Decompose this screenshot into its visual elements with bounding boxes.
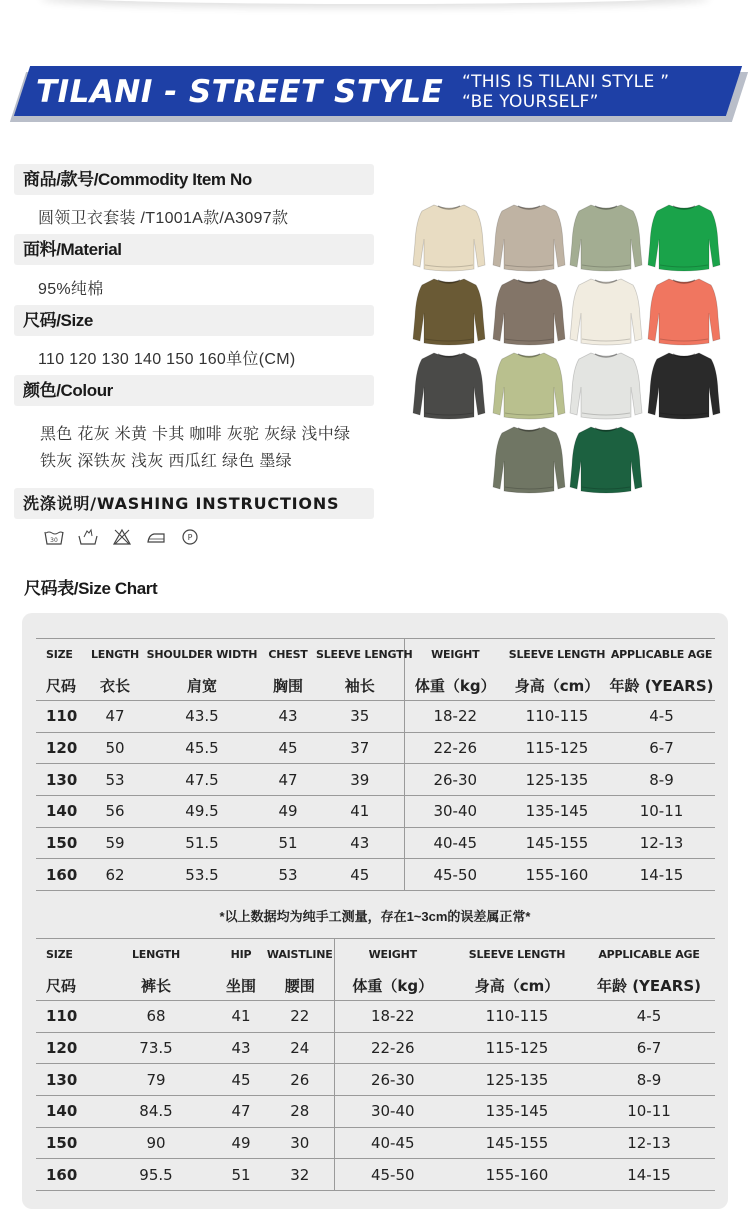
table-cell: 41 — [316, 796, 404, 828]
table-cell: 47 — [86, 701, 144, 733]
table-cell: 10-11 — [583, 1096, 715, 1128]
table-cell: 腰围 — [266, 971, 334, 1001]
iron-icon — [146, 528, 166, 546]
slogan-line-2: “BE YOURSELF” — [462, 92, 599, 112]
table-cell: 12-13 — [583, 1127, 715, 1159]
table-cell: 47 — [216, 1096, 266, 1128]
banner-slogan — [462, 72, 669, 112]
table-cell: SLEEVE LENGTH — [506, 639, 608, 671]
table-cell: HIP — [216, 939, 266, 971]
table-cell: 18-22 — [334, 1001, 451, 1033]
table-cell: 45-50 — [334, 1159, 451, 1191]
table-cell: 43.5 — [144, 701, 260, 733]
sweatshirt-icon — [569, 273, 643, 347]
table-cell: 45 — [216, 1064, 266, 1096]
table-cell: 125-135 — [506, 764, 608, 796]
table-cell: 6-7 — [583, 1032, 715, 1064]
table-cell: 43 — [316, 827, 404, 859]
top-size-table — [36, 638, 715, 891]
table-cell: 6-7 — [608, 732, 715, 764]
table-cell: 41 — [216, 1001, 266, 1033]
table-cell: 73.5 — [96, 1032, 216, 1064]
table-cell: 51 — [260, 827, 316, 859]
table-cell: 68 — [96, 1001, 216, 1033]
table-cell: 130 — [36, 764, 86, 796]
table-cell: 49.5 — [144, 796, 260, 828]
table-cell: 袖长 — [316, 671, 404, 701]
table-cell: 身高（cm） — [451, 971, 583, 1001]
table-cell: SLEEVE LENGTH — [316, 639, 404, 671]
sweatshirt-swatch — [569, 347, 643, 421]
table-cell: 24 — [266, 1032, 334, 1064]
sweatshirt-icon — [569, 421, 643, 495]
sweatshirt-icon — [412, 347, 486, 421]
table-cell: 155-160 — [506, 859, 608, 891]
sweatshirt-icon — [647, 347, 721, 421]
bottom-table-header-en — [36, 939, 715, 971]
table-cell: 37 — [316, 732, 404, 764]
table-cell: 14-15 — [583, 1159, 715, 1191]
table-cell: 32 — [266, 1159, 334, 1191]
table-row — [36, 1127, 715, 1159]
table-cell: 53.5 — [144, 859, 260, 891]
hand-wash-icon — [78, 528, 98, 546]
table-row — [36, 1001, 715, 1033]
table-cell: 145-155 — [506, 827, 608, 859]
table-cell: 8-9 — [608, 764, 715, 796]
no-bleach-icon — [112, 528, 132, 546]
table-row — [36, 1032, 715, 1064]
table-cell: 40-45 — [334, 1127, 451, 1159]
washing-icons — [44, 528, 200, 546]
table-cell: 90 — [96, 1127, 216, 1159]
table-cell: 110-115 — [451, 1001, 583, 1033]
table-row — [36, 764, 715, 796]
table-row — [36, 701, 715, 733]
table-cell: 30 — [266, 1127, 334, 1159]
table-cell: 47 — [260, 764, 316, 796]
table-row — [36, 732, 715, 764]
size-chart-title: 尺码表/Size Chart — [24, 579, 158, 598]
table-cell: 140 — [36, 1096, 96, 1128]
table-cell: 110-115 — [506, 701, 608, 733]
top-divider-shadow — [40, 0, 710, 4]
table-cell: 22-26 — [404, 732, 506, 764]
table-cell: 体重（kg） — [404, 671, 506, 701]
table-row — [36, 796, 715, 828]
table-cell: 40-45 — [404, 827, 506, 859]
table-cell: 尺码 — [36, 971, 96, 1001]
table-cell: 衣长 — [86, 671, 144, 701]
table-cell: 145-155 — [451, 1127, 583, 1159]
sweatshirt-icon — [492, 421, 566, 495]
sweatshirt-icon — [492, 273, 566, 347]
table-cell: LENGTH — [86, 639, 144, 671]
table-cell: 30-40 — [334, 1096, 451, 1128]
table-cell: APPLICABLE AGE — [608, 639, 715, 671]
table-cell: 30-40 — [404, 796, 506, 828]
table-cell: 4-5 — [583, 1001, 715, 1033]
table-cell: 51 — [216, 1159, 266, 1191]
table-cell: 26-30 — [404, 764, 506, 796]
table-cell: 22 — [266, 1001, 334, 1033]
table-cell: 53 — [86, 764, 144, 796]
table-cell: SIZE — [36, 939, 96, 971]
table-cell: WAISTLINE — [266, 939, 334, 971]
sweatshirt-icon — [492, 347, 566, 421]
item-no-label: 商品/款号/Commodity Item No — [14, 164, 374, 195]
table-row — [36, 1096, 715, 1128]
table-cell: 155-160 — [451, 1159, 583, 1191]
table-cell: 110 — [36, 701, 86, 733]
sweatshirt-icon — [647, 199, 721, 273]
table-row — [36, 827, 715, 859]
table-cell: 95.5 — [96, 1159, 216, 1191]
sweatshirt-icon — [569, 199, 643, 273]
table-cell: 45-50 — [404, 859, 506, 891]
banner-title: TILANI - STREET STYLE — [36, 74, 444, 110]
table-cell: 50 — [86, 732, 144, 764]
table-cell: 年龄 (YEARS) — [608, 671, 715, 701]
table-cell: 身高（cm） — [506, 671, 608, 701]
sweatshirt-swatch — [569, 199, 643, 273]
sweatshirt-swatch — [412, 273, 486, 347]
table-cell: 45.5 — [144, 732, 260, 764]
table-cell: 尺码 — [36, 671, 86, 701]
table-cell: 39 — [316, 764, 404, 796]
washing-label: 洗涤说明/WASHING INSTRUCTIONS — [14, 488, 374, 519]
table-cell: 110 — [36, 1001, 96, 1033]
table-cell: 18-22 — [404, 701, 506, 733]
table-cell: 胸围 — [260, 671, 316, 701]
table-cell: SLEEVE LENGTH — [451, 939, 583, 971]
table-cell: 135-145 — [506, 796, 608, 828]
table-cell: APPLICABLE AGE — [583, 939, 715, 971]
slogan-line-1: “THIS IS TILANI STYLE ” — [462, 72, 670, 92]
table-cell: 26-30 — [334, 1064, 451, 1096]
bottom-size-table — [36, 938, 715, 1191]
table-cell: 160 — [36, 859, 86, 891]
colour-label: 颜色/Colour — [14, 375, 374, 406]
table-cell: 14-15 — [608, 859, 715, 891]
colour-line-2: 铁灰 深铁灰 浅灰 西瓜红 绿色 墨绿 — [40, 453, 292, 470]
table-cell: 84.5 — [96, 1096, 216, 1128]
sweatshirt-swatch — [412, 347, 486, 421]
table-cell: 115-125 — [451, 1032, 583, 1064]
table-cell: 28 — [266, 1096, 334, 1128]
table-cell: 49 — [260, 796, 316, 828]
table-row — [36, 1159, 715, 1191]
top-table-header-en — [36, 639, 715, 671]
sweatshirt-swatch — [569, 421, 643, 495]
table-cell: 43 — [260, 701, 316, 733]
bottom-table-header-cn — [36, 971, 715, 1001]
table-cell: 裤长 — [96, 971, 216, 1001]
size-label: 尺码/Size — [14, 305, 374, 336]
svg-text:30: 30 — [50, 537, 58, 544]
sweatshirt-swatch — [492, 421, 566, 495]
table-cell: 49 — [216, 1127, 266, 1159]
table-cell: 坐围 — [216, 971, 266, 1001]
table-cell: WEIGHT — [334, 939, 451, 971]
sweatshirt-swatch — [492, 273, 566, 347]
table-cell: 140 — [36, 796, 86, 828]
table-cell: 47.5 — [144, 764, 260, 796]
table-cell: WEIGHT — [404, 639, 506, 671]
table-cell: 120 — [36, 732, 86, 764]
sweatshirt-swatch — [412, 199, 486, 273]
table-cell: 45 — [260, 732, 316, 764]
table-cell: 43 — [216, 1032, 266, 1064]
sweatshirt-swatch — [492, 199, 566, 273]
table-cell: 115-125 — [506, 732, 608, 764]
sweatshirt-icon — [569, 347, 643, 421]
sweatshirt-swatch — [569, 273, 643, 347]
table-cell: 51.5 — [144, 827, 260, 859]
table-cell: 35 — [316, 701, 404, 733]
table-cell: 26 — [266, 1064, 334, 1096]
table-cell: LENGTH — [96, 939, 216, 971]
sweatshirt-swatch — [492, 347, 566, 421]
table-cell: SHOULDER WIDTH — [144, 639, 260, 671]
table-cell: 肩宽 — [144, 671, 260, 701]
svg-text:P: P — [187, 533, 193, 542]
material-label: 面料/Material — [14, 234, 374, 265]
table-cell: 53 — [260, 859, 316, 891]
table-cell: 135-145 — [451, 1096, 583, 1128]
table-cell: 160 — [36, 1159, 96, 1191]
sweatshirt-icon — [412, 273, 486, 347]
measurement-note: *以上数据均为纯手工测量，存在1~3cm的误差属正常* — [219, 909, 531, 924]
table-cell: 79 — [96, 1064, 216, 1096]
table-cell: 8-9 — [583, 1064, 715, 1096]
table-cell: 年龄 (YEARS) — [583, 971, 715, 1001]
sweatshirt-icon — [492, 199, 566, 273]
table-cell: 10-11 — [608, 796, 715, 828]
table-cell: 150 — [36, 1127, 96, 1159]
table-cell: 150 — [36, 827, 86, 859]
table-row — [36, 1064, 715, 1096]
table-cell: 59 — [86, 827, 144, 859]
table-cell: 4-5 — [608, 701, 715, 733]
brand-banner — [12, 66, 740, 118]
sweatshirt-icon — [647, 273, 721, 347]
table-cell: 62 — [86, 859, 144, 891]
table-row — [36, 859, 715, 891]
table-cell: 体重（kg） — [334, 971, 451, 1001]
sweatshirt-icon — [412, 199, 486, 273]
item-no-value: 圆领卫衣套装 /T1001A款/A3097款 — [38, 210, 289, 227]
table-cell: 12-13 — [608, 827, 715, 859]
size-value: 110 120 130 140 150 160单位(CM) — [38, 351, 296, 368]
table-cell: 22-26 — [334, 1032, 451, 1064]
material-value: 95%纯棉 — [38, 281, 104, 298]
table-cell: CHEST — [260, 639, 316, 671]
table-cell: 56 — [86, 796, 144, 828]
sweatshirt-swatch — [647, 347, 721, 421]
table-cell: SIZE — [36, 639, 86, 671]
table-cell: 120 — [36, 1032, 96, 1064]
table-cell: 45 — [316, 859, 404, 891]
table-cell: 130 — [36, 1064, 96, 1096]
dry-clean-p-icon — [180, 528, 200, 546]
sweatshirt-swatch — [647, 199, 721, 273]
sweatshirt-swatch — [647, 273, 721, 347]
top-table-header-cn — [36, 671, 715, 701]
table-cell: 125-135 — [451, 1064, 583, 1096]
colour-line-1: 黑色 花灰 米黄 卡其 咖啡 灰驼 灰绿 浅中绿 — [40, 426, 351, 443]
wash-30-icon — [44, 528, 64, 546]
